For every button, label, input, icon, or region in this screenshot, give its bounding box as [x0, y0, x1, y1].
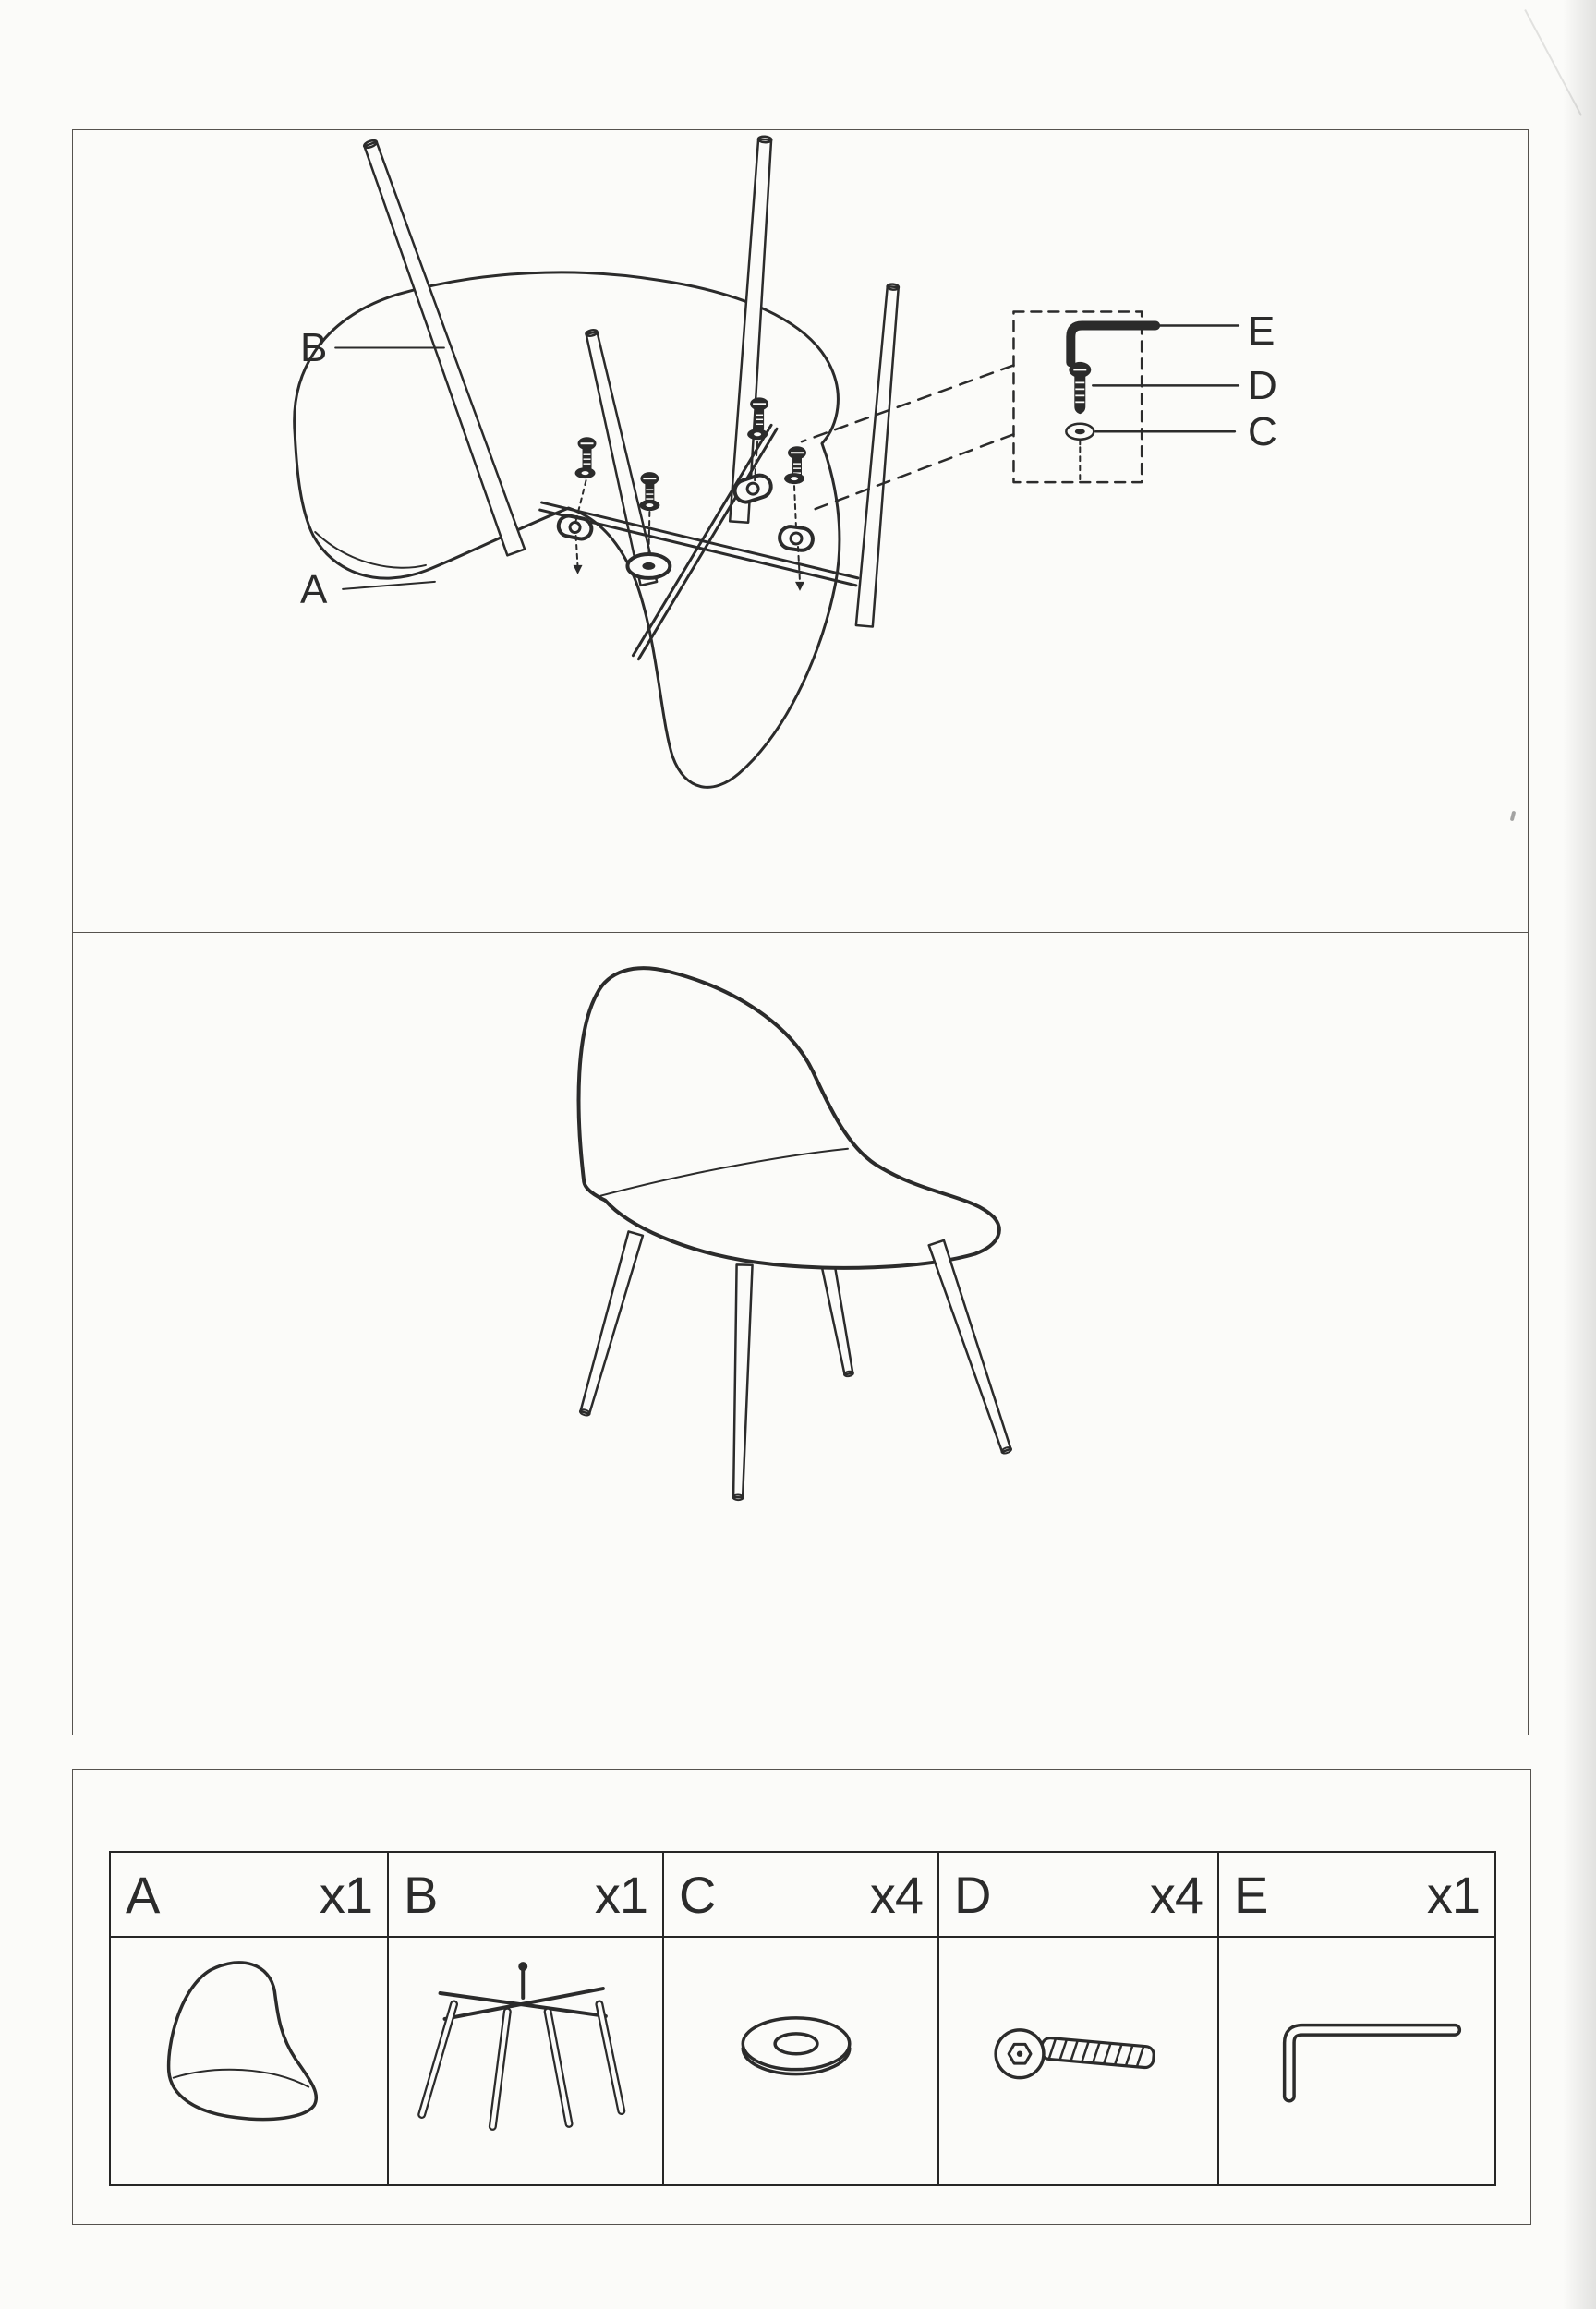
callout-label-c: C [1248, 409, 1276, 454]
exploded-view-panel [72, 129, 1529, 933]
chair-shell-outline [579, 968, 999, 1268]
callout-label-d: D [1248, 363, 1276, 408]
mounting-grommet [627, 554, 670, 578]
frame-leg [856, 284, 899, 626]
corner-crease [1525, 9, 1582, 115]
part-label: E [1234, 1865, 1268, 1924]
part-label-a: A [300, 567, 327, 612]
washer-icon [747, 429, 768, 440]
chair-leg [733, 1264, 753, 1500]
part-cell-hex-key [1217, 1938, 1494, 2184]
part-cell-leg-frame [387, 1938, 662, 2184]
parts-header-c [662, 1853, 937, 1938]
part-qty: x1 [594, 1865, 647, 1924]
parts-header-e [1217, 1853, 1494, 1938]
parts-header-a [111, 1853, 387, 1938]
washer-icon [784, 473, 804, 484]
mounting-tab [779, 526, 815, 552]
part-cell-washer [662, 1938, 937, 2184]
label-a-leader [343, 582, 435, 589]
part-label: C [679, 1865, 716, 1924]
page-edge-shadow [1563, 0, 1596, 2309]
part-qty: x1 [1426, 1865, 1480, 1924]
washer-icon [639, 500, 659, 511]
chair-leg [929, 1240, 1012, 1455]
part-label-b: B [300, 325, 327, 370]
washer-icon [1066, 424, 1094, 444]
part-cell-screw [937, 1938, 1217, 2184]
part-qty: x1 [319, 1865, 372, 1924]
assembled-chair-panel [72, 933, 1529, 1735]
parts-header-b [387, 1853, 662, 1938]
part-label: B [404, 1865, 438, 1924]
assembled-chair-drawing [73, 933, 1528, 1735]
washer-icon [575, 467, 596, 478]
chair-leg [822, 1265, 853, 1377]
part-qty: x4 [1149, 1865, 1203, 1924]
exploded-view-drawing [73, 130, 1528, 932]
parts-header-d [937, 1853, 1217, 1938]
part-label: A [126, 1865, 160, 1924]
callout-label-e: E [1248, 308, 1275, 354]
parts-table [109, 1851, 1496, 2186]
chair-leg [579, 1231, 643, 1416]
screw-icon [1069, 362, 1091, 414]
part-label: D [954, 1865, 991, 1924]
parts-list-panel [72, 1769, 1531, 2225]
part-qty: x4 [869, 1865, 923, 1924]
part-cell-seat-shell [111, 1938, 387, 2184]
